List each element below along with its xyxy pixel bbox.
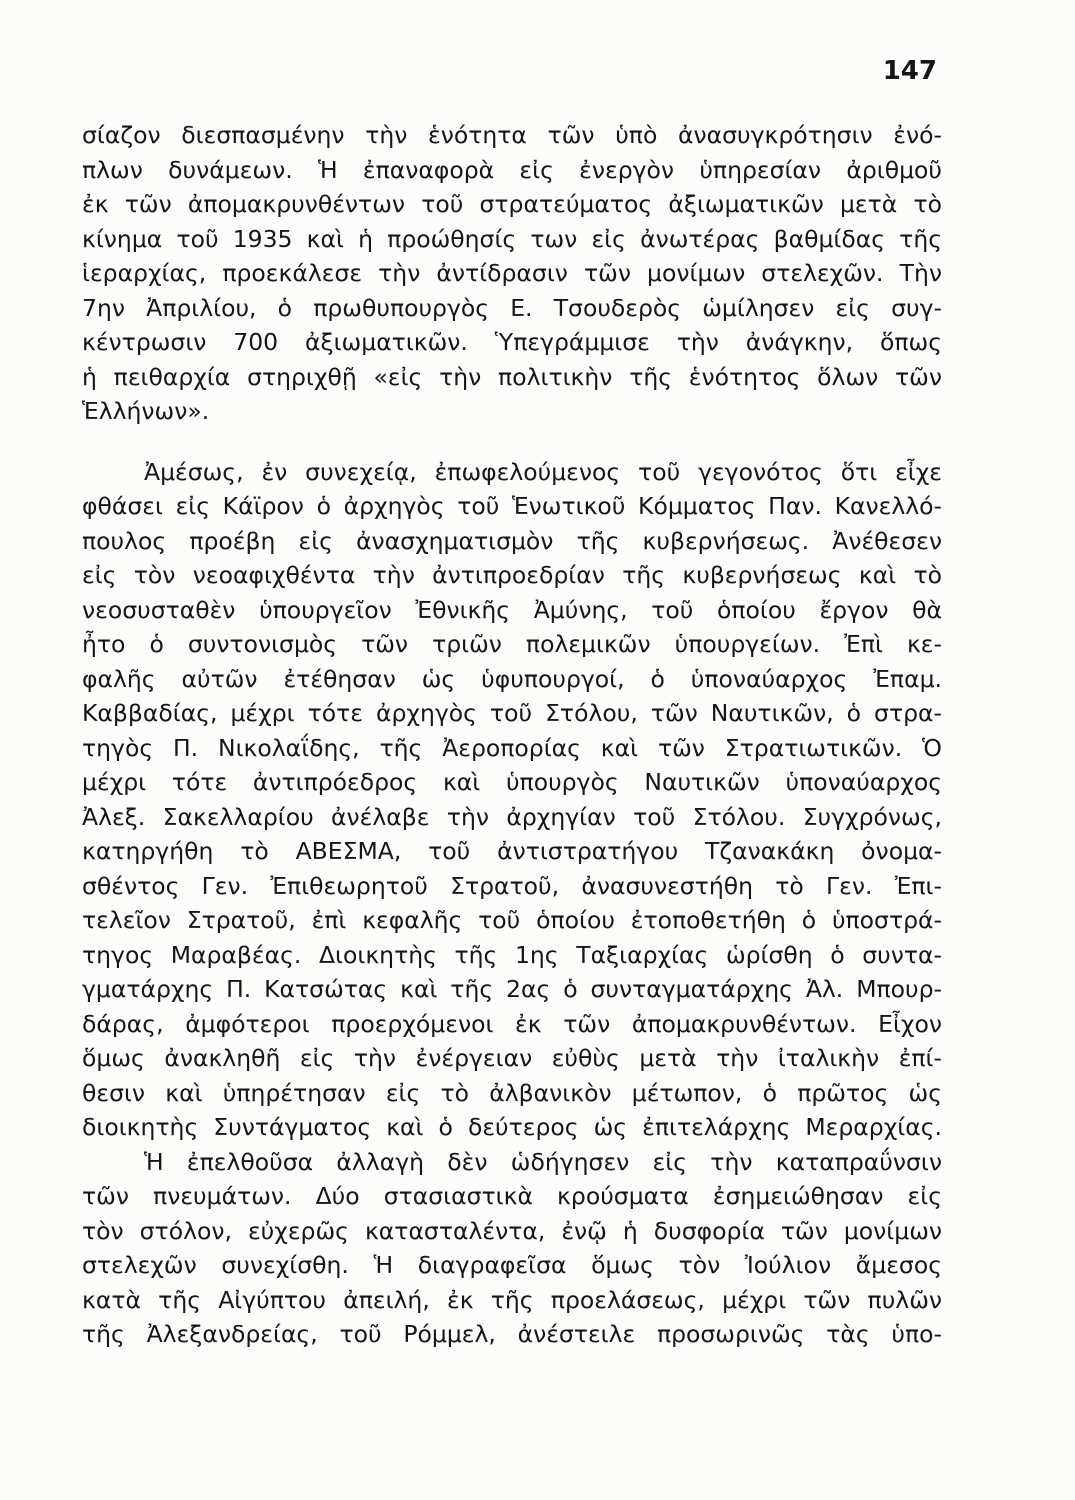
text-line: γματάρχης Π. Κατσώτας καὶ τῆς 2ας ὁ συνταγματάρχης Ἀλ. Μπουρ- xyxy=(82,975,942,1003)
text-line: ἱεραρχίας, προεκάλεσε τὴν ἀντίδρασιν τῶν μονίμων στελεχῶν. Τὴν xyxy=(82,259,942,287)
text-line: τελεῖον Στρατοῦ, ἐπὶ κεφαλῆς τοῦ ὁποίου ἐτοποθετήθη ὁ ὑποστρά- xyxy=(82,906,942,934)
text-line: ἦτο ὁ συντονισμὸς τῶν τριῶν πολεμικῶν ὑπουργείων. Ἐπὶ κε- xyxy=(82,630,942,658)
text-line: Ἀλεξ. Σακελλαρίου ἀνέλαβε τὴν ἀρχηγίαν τοῦ Στόλου. Συγχρόνως, xyxy=(82,802,942,831)
text-line: πουλος προέβη εἰς ἀνασχηματισμὸν τῆς κυβερνήσεως. Ἀνέθεσεν xyxy=(82,526,942,555)
text-line: πλων δυνάμεων. Ἡ ἐπαναφορὰ εἰς ἐνεργὸν ὑπηρεσίαν ἀριθμοῦ xyxy=(82,155,942,184)
text-line: τὸν στόλον, εὐχερῶς κατασταλέντα, ἐνῷ ἡ δυσφορία τῶν μονίμων xyxy=(82,1216,942,1245)
text-line: τηγος Μαραβέας. Διοικητὴς τῆς 1ης Ταξιαρχίας ὡρίσθη ὁ συντα- xyxy=(82,940,942,969)
text-line: κίνημα τοῦ 1935 καὶ ἡ προώθησίς των εἰς ἀνωτέρας βαθμίδας τῆς xyxy=(82,224,942,253)
text-line: κατηργήθη τὸ ΑΒΕΣΜΑ, τοῦ ἀντιστρατήγου Τζανακάκη ὀνομα- xyxy=(82,837,942,865)
text-line: ὅμως ἀνακληθῆ εἰς τὴν ἐνέργειαν εὐθὺς μετὰ τὴν ἰταλικὴν ἐπί- xyxy=(82,1044,942,1072)
page-number: 147 xyxy=(882,56,937,86)
text-line: τηγὸς Π. Νικολαΐδης, τῆς Ἀεροπορίας καὶ τῶν Στρατιωτικῶν. Ὁ xyxy=(82,733,942,762)
text-line: 7ην Ἀπριλίου, ὁ πρωθυπουργὸς Ε. Τσουδερὸς ὡμίλησεν εἰς συγ- xyxy=(82,293,942,322)
text-line: νεοσυσταθὲν ὑπουργεῖον Ἐθνικῆς Ἀμύνης, τοῦ ὁποίου ἔργον θὰ xyxy=(82,595,942,624)
text-line: τῆς Ἀλεξανδρείας, τοῦ Ρόμμελ, ἀνέστειλε προσωρινῶς τὰς ὑπο- xyxy=(82,1320,942,1348)
text-line: τῶν πνευμάτων. Δύο στασιαστικὰ κρούσματα ἐσημειώθησαν εἰς xyxy=(82,1182,942,1210)
text-line: θεσιν καὶ ὑπηρέτησαν εἰς τὸ ἀλβανικὸν μέτωπον, ὁ πρῶτος ὡς xyxy=(82,1078,942,1107)
paragraph-spacer xyxy=(82,429,942,455)
text-line: ἡ πειθαρχία στηριχθῇ «εἰς τὴν πολιτικὴν τῆς ἑνότητος ὅλων τῶν xyxy=(82,362,942,391)
text-line: Καββαδίας, μέχρι τότε ἀρχηγὸς τοῦ Στόλου, τῶν Ναυτικῶν, ὁ στρα- xyxy=(82,699,942,727)
text-line: διοικητὴς Συντάγματος καὶ ὁ δεύτερος ὡς ἐπιτελάρχης Μεραρχίας. xyxy=(82,1113,942,1141)
text-line: Ἑλλήνων». xyxy=(82,397,210,425)
text-line: σίαζον διεσπασμένην τὴν ἑνότητα τῶν ὑπὸ ἀνασυγκρότησιν ἐνό- xyxy=(82,121,942,149)
text-line: μέχρι τότε ἀντιπρόεδρος καὶ ὑπουργὸς Ναυτικῶν ὑποναύαρχος xyxy=(82,768,942,796)
text-line: εἰς τὸν νεοαφιχθέντα τὴν ἀντιπροεδρίαν τῆς κυβερνήσεως καὶ τὸ xyxy=(82,561,942,589)
text-line: φαλῆς αὐτῶν ἐτέθησαν ὡς ὑφυπουργοί, ὁ ὑποναύαρχος Ἐπαμ. xyxy=(82,664,942,693)
text-line: κέντρωσιν 700 ἀξιωματικῶν. Ὑπεγράμμισε τὴν ἀνάγκην, ὅπως xyxy=(82,328,942,356)
text-line: στελεχῶν συνεχίσθη. Ἡ διαγραφεῖσα ὅμως τὸν Ἰούλιον ἄμεσος xyxy=(82,1251,942,1279)
text-line: δάρας, ἀμφότεροι προερχόμενοι ἐκ τῶν ἀπομακρυνθέντων. Εἶχον xyxy=(82,1009,942,1038)
body-text xyxy=(82,118,942,1352)
text-line: σθέντος Γεν. Ἐπιθεωρητοῦ Στρατοῦ, ἀνασυνεστήθη τὸ Γεν. Ἐπι- xyxy=(82,871,942,900)
text-line: κατὰ τῆς Αἰγύπτου ἀπειλή, ἐκ τῆς προελάσεως, μέχρι τῶν πυλῶν xyxy=(82,1285,942,1314)
text-line: φθάσει εἰς Κάϊρον ὁ ἀρχηγὸς τοῦ Ἑνωτικοῦ Κόμματος Παν. Κανελλό- xyxy=(82,492,942,520)
text-line: ἐκ τῶν ἀπομακρυνθέντων τοῦ στρατεύματος ἀξιωματικῶν μετὰ τὸ xyxy=(82,190,942,218)
text-line: Ἡ ἐπελθοῦσα ἀλλαγὴ δὲν ὡδήγησεν εἰς τὴν καταπραΰνσιν xyxy=(144,1147,942,1176)
paragraph xyxy=(82,118,942,429)
text-line: Ἀμέσως, ἐν συνεχείᾳ, ἐπωφελούμενος τοῦ γεγονότος ὅτι εἶχε xyxy=(144,457,942,486)
paragraph xyxy=(82,455,942,1352)
